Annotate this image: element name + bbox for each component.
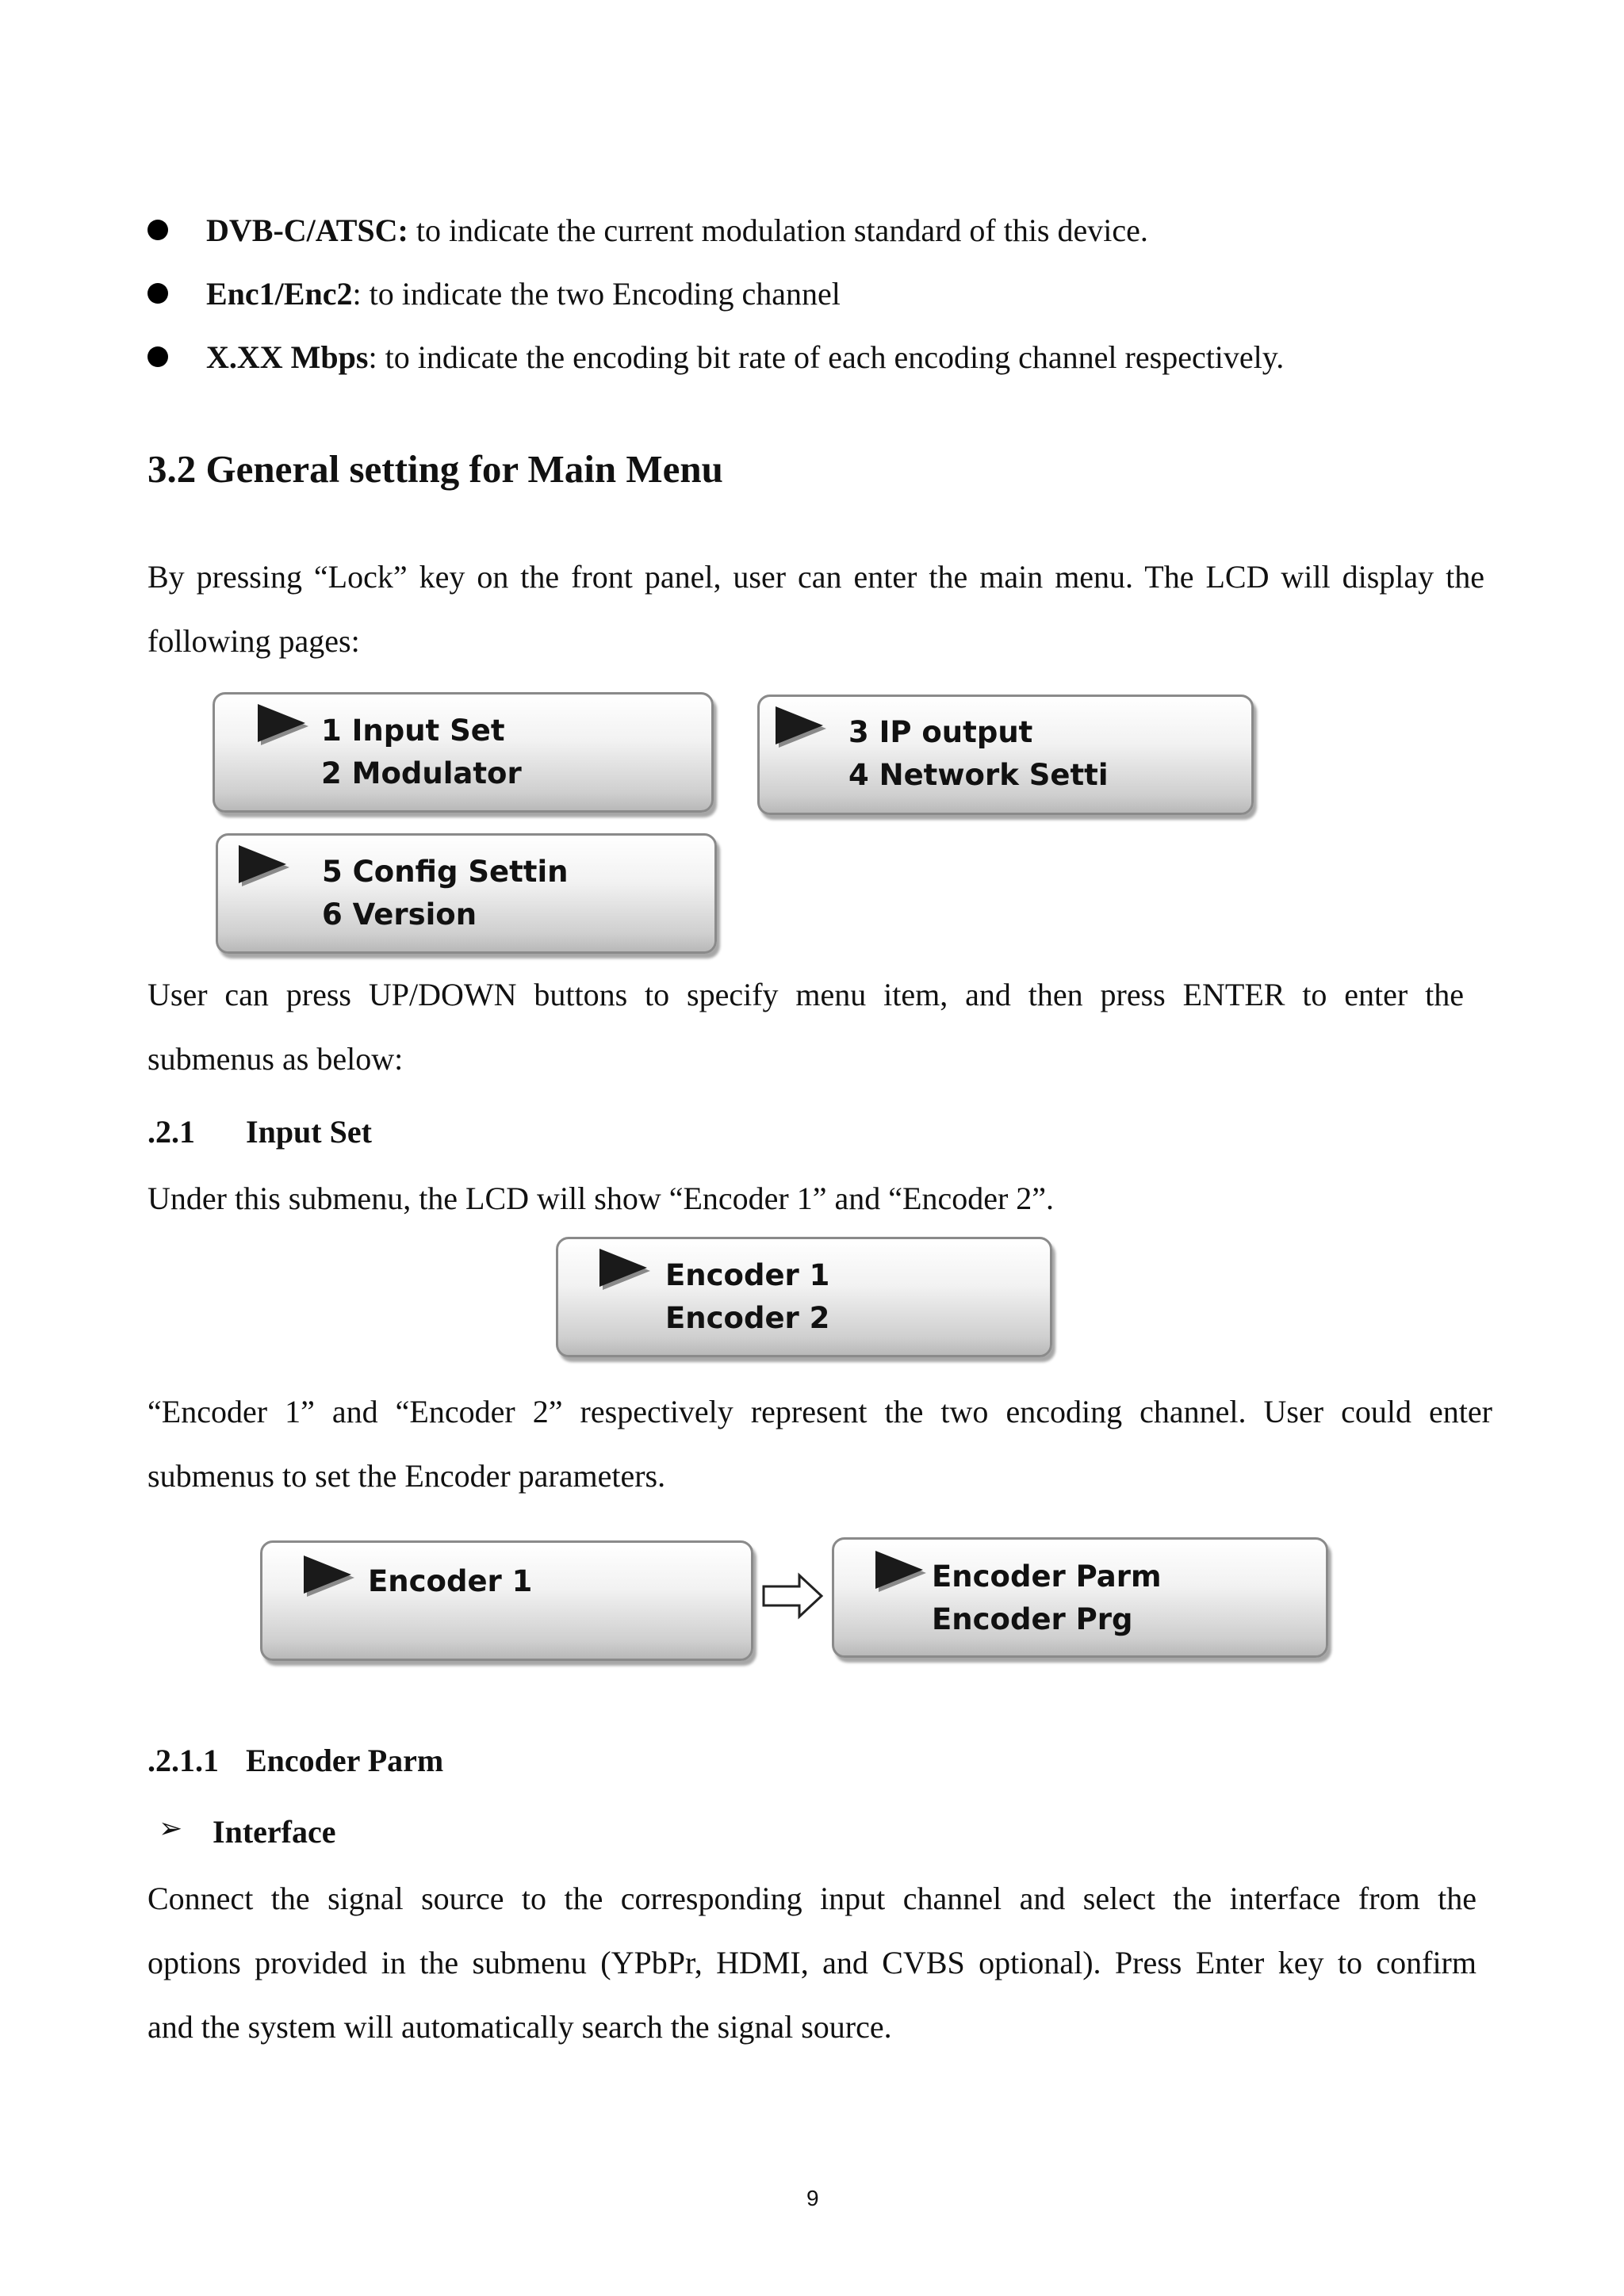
section-heading: 3.2 General setting for Main Menu: [147, 447, 723, 491]
interface-title: Interface: [213, 1814, 336, 1850]
triangle-cursor-icon: [874, 1549, 929, 1594]
lcd-line-1: Encoder Parm: [932, 1559, 1162, 1594]
bullet-term: DVB-C/ATSC:: [206, 212, 408, 248]
triangle-cursor-icon: [598, 1247, 653, 1292]
triangle-cursor-icon: [302, 1554, 358, 1598]
triangle-cursor-icon: [237, 844, 293, 888]
lcd-screen-encoder-1: [260, 1540, 753, 1661]
bullet-item: [206, 212, 1148, 248]
arrow-bullet-icon: ➢: [159, 1812, 183, 1845]
encoder-desc-line-2: submenus to set the Encoder parameters.: [147, 1458, 666, 1494]
bullet-text: to indicate the current modulation standard of this device.: [408, 212, 1148, 248]
nav-line-2: submenus as below:: [147, 1041, 404, 1077]
interface-line-2: options provided in the submenu (YPbPr, HDMI, and CVBS optional). Press Enter key to confirm: [147, 1945, 1477, 1980]
bullet-term: Enc1/Enc2: [206, 276, 353, 312]
lcd-line-2: Encoder 2: [665, 1301, 830, 1335]
lcd-screen-menu-2: [757, 695, 1254, 815]
triangle-cursor-icon: [256, 702, 312, 747]
lcd-screen-encoders: [556, 1237, 1052, 1357]
interface-line-1: Connect the signal source to the corresponding input channel and select the interface from the: [147, 1881, 1477, 1916]
input-set-text: Under this submenu, the LCD will show “Encoder 1” and “Encoder 2”.: [147, 1181, 1055, 1216]
subsection-number: .2.1: [147, 1114, 195, 1150]
intro-line-2: following pages:: [147, 623, 360, 659]
lcd-line-1: 3 IP output: [848, 715, 1033, 749]
intro-line-1: By pressing “Lock” key on the front panel, user can enter the main menu. The LCD will display the: [147, 559, 1484, 595]
bullet-dot: [147, 220, 168, 240]
bullet-term: X.XX Mbps: [206, 339, 369, 375]
bullet-text: : to indicate the two Encoding channel: [352, 276, 841, 312]
bullet-dot: [147, 346, 168, 367]
lcd-line-1: 5 Config Settin: [322, 855, 569, 889]
interface-line-3: and the system will automatically search the signal source.: [147, 2009, 892, 2045]
bullet-item: [206, 278, 841, 310]
subsection-title: Input Set: [246, 1114, 372, 1150]
bullet-text: : to indicate the encoding bit rate of each encoding channel respectively.: [368, 339, 1285, 375]
subsubsection-title: Encoder Parm: [246, 1743, 444, 1778]
lcd-line-2: 2 Modulator: [321, 756, 522, 790]
bullet-item: [206, 339, 1285, 375]
lcd-line-2: Encoder Prg: [932, 1602, 1133, 1636]
lcd-line-1: 1 Input Set: [321, 714, 505, 748]
lcd-line-2: 6 Version: [322, 897, 477, 932]
encoder-desc-line-1: “Encoder 1” and “Encoder 2” respectively represent the two encoding channel. User could enter: [147, 1394, 1492, 1429]
lcd-screen-encoder-submenu: [832, 1537, 1328, 1658]
lcd-line-1: Encoder 1: [665, 1258, 830, 1292]
bullet-dot: [147, 283, 168, 304]
triangle-cursor-icon: [774, 705, 829, 749]
right-arrow-icon: [761, 1572, 825, 1620]
subsubsection-number: .2.1.1: [147, 1743, 219, 1778]
nav-line-1: User can press UP/DOWN buttons to specify menu item, and then press ENTER to enter the: [147, 977, 1464, 1012]
lcd-line-1: Encoder 1: [368, 1564, 533, 1598]
lcd-screen-menu-1: [213, 692, 714, 813]
lcd-screen-menu-3: [216, 833, 717, 954]
page-number: 9: [806, 2186, 819, 2210]
lcd-line-2: 4 Network Setti: [848, 758, 1109, 792]
